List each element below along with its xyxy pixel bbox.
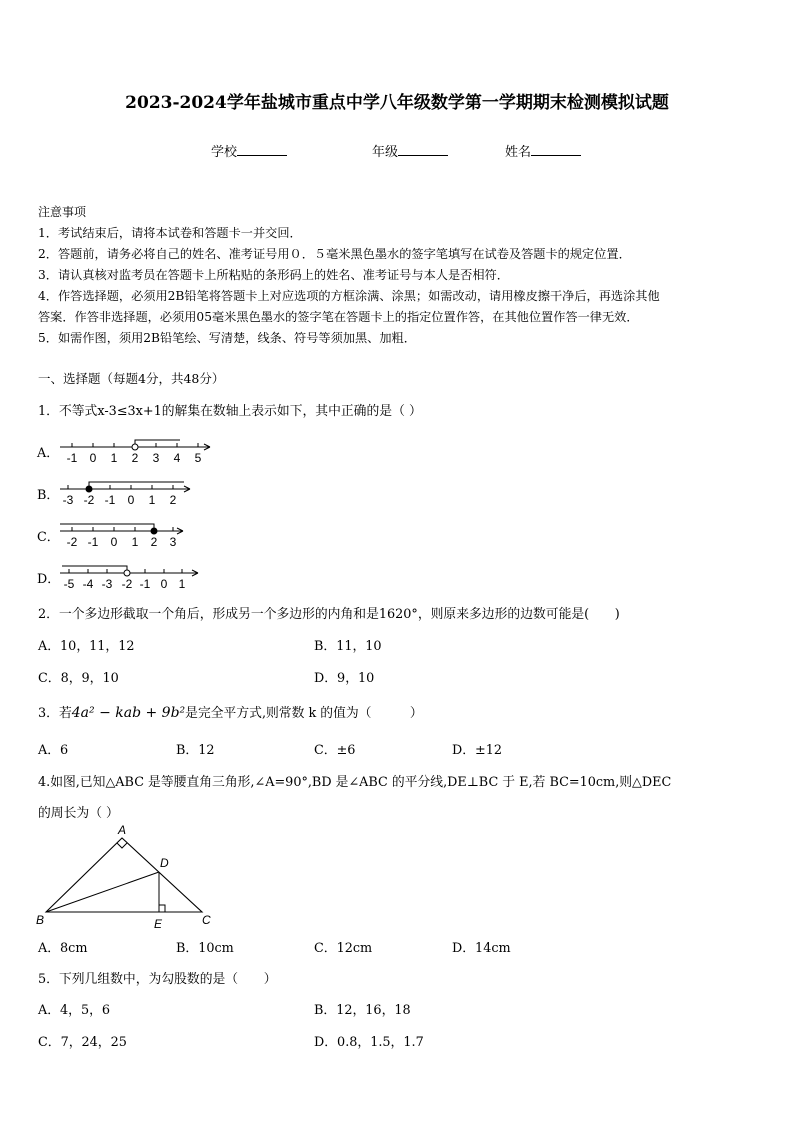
q5-stem: 5．下列几组数中，为勾股数的是（ ） (38, 972, 277, 987)
q5-option-d: D．0.8，1.5，1.7 (314, 1035, 424, 1050)
label-d: D (160, 856, 169, 870)
label-e: E (154, 917, 163, 931)
q3-option-b: B．12 (176, 743, 215, 758)
grade-blank[interactable] (398, 143, 448, 156)
q2-option-b: B．11，10 (314, 639, 382, 654)
q2-stem: 2．一个多边形截取一个角后，形成另一个多边形的内角和是1620°，则原来多边形的边数可能是( ) (38, 607, 620, 622)
q3-option-c: C．±6 (314, 743, 356, 758)
solid-dot (86, 486, 92, 492)
grade-field (372, 141, 448, 160)
tick-label: 1 (178, 577, 186, 591)
q4-triangle-figure (30, 820, 220, 932)
q2-option-d: D．9，10 (314, 671, 375, 686)
section-title: 一、选择题（每题4分，共48分） (38, 371, 225, 386)
label-b: B (36, 913, 45, 927)
note-item: 答案．作答非选择题，必须用05毫米黑色墨水的签字笔在答题卡上的指定位置作答，在其他位置作答一律无效． (38, 310, 639, 324)
note-item: 2．答题前，请务必将自己的姓名、准考证号用０．５毫米黑色墨水的签字笔填写在试卷及答题卡的规定位置． (38, 247, 631, 261)
q4-stem-line2: 的周长为（ ） (38, 806, 119, 821)
label-a: A (118, 823, 127, 837)
q1-option-d-number-line (58, 560, 208, 592)
q5-option-a: A．4，5，6 (38, 1003, 111, 1018)
name-blank[interactable] (531, 143, 581, 156)
q4-option-c: C．12cm (314, 941, 373, 956)
tick-label: -2 (66, 535, 78, 549)
q1-option-d-letter: D． (37, 572, 61, 587)
tick-label: 3 (169, 535, 177, 549)
right-angle-mark-e (159, 905, 165, 912)
tick-label: -1 (87, 535, 99, 549)
tick-label: 2 (131, 451, 139, 465)
q3-prefix: 3．若 (38, 706, 72, 721)
note-item: 1．考试结束后，请将本试卷和答题卡一并交回． (38, 226, 302, 240)
q1-option-b-letter: B． (37, 488, 60, 503)
tick-label: 1 (110, 451, 118, 465)
q3-option-a: A．6 (38, 743, 69, 758)
ticks (68, 485, 173, 489)
q1-option-c-number-line (58, 518, 198, 550)
tick-label: 3 (152, 451, 160, 465)
tick-label: -1 (66, 451, 78, 465)
note-item: 5．如需作图，须用2B铅笔绘、写清楚，线条、符号等须加黑、加粗． (38, 331, 416, 345)
tick-label: -3 (101, 577, 113, 591)
school-label: 学校 (211, 145, 238, 160)
solution-ray (62, 566, 127, 573)
solution-ray (135, 440, 180, 447)
q3-option-d: D．±12 (452, 743, 503, 758)
tick-label: -1 (139, 577, 151, 591)
q3-suffix: 是完全平方式,则常数 k 的值为（ ） (185, 706, 423, 721)
q2-option-c: C．8，9，10 (38, 671, 119, 686)
q4-option-b: B．10cm (176, 941, 234, 956)
tick-label: 4 (173, 451, 181, 465)
tick-label: 5 (194, 451, 202, 465)
tick-label: 0 (127, 493, 135, 507)
name-field (505, 141, 581, 160)
tick-label: 1 (131, 535, 139, 549)
page-title: 2023-2024学年盐城市重点中学八年级数学第一学期期末检测模拟试题 (125, 93, 669, 113)
notes-heading: 注意事项 (38, 205, 87, 219)
tick-label: 0 (110, 535, 118, 549)
tick-label: -2 (83, 493, 95, 507)
open-dot (132, 444, 138, 450)
tick-label: -2 (121, 577, 133, 591)
q4-option-d: D．14cm (452, 941, 511, 956)
q4-stem-line1: 4.如图,已知△ABC 是等腰直角三角形,∠A=90°,BD 是∠ABC 的平分线,DE⊥BC 于 E,若 BC=10cm,则△DEC (38, 775, 672, 790)
tick-label: 2 (169, 493, 177, 507)
bisector-bd (46, 872, 159, 912)
label-c: C (202, 913, 211, 927)
tick-label: 2 (150, 535, 158, 549)
tick-label: -1 (104, 493, 116, 507)
tick-label: -3 (62, 493, 74, 507)
q5-option-b: B．12，16，18 (314, 1003, 411, 1018)
q3-stem (38, 702, 423, 721)
q1-option-a-number-line (58, 434, 218, 466)
grade-label: 年级 (372, 145, 399, 160)
tick-label: 0 (89, 451, 97, 465)
q5-option-c: C．7，24，25 (38, 1035, 127, 1050)
tick-label: -5 (63, 577, 75, 591)
tick-label: 1 (148, 493, 156, 507)
q1-option-a-letter: A． (37, 446, 60, 461)
q4-option-a: A．8cm (38, 941, 88, 956)
q1-stem: 1．不等式x-3≤3x+1的解集在数轴上表示如下，其中正确的是（ ） (38, 404, 422, 419)
q3-expression: 4a² − kab + 9b² (71, 705, 186, 721)
solid-dot (151, 528, 157, 534)
ticks (72, 527, 173, 531)
q1-option-b-number-line (58, 476, 198, 508)
q2-option-a: A．10，11，12 (38, 639, 135, 654)
school-blank[interactable] (237, 143, 287, 156)
solution-ray (89, 482, 184, 489)
solution-ray (60, 524, 154, 531)
name-label: 姓名 (505, 145, 532, 160)
triangle-abc (46, 838, 202, 912)
note-item: 4．作答选择题，必须用2B铅笔将答题卡上对应选项的方框涂满、涂黑；如需改动，请用橡皮擦干净后，再选涂其他 (38, 289, 660, 303)
note-item: 3．请认真核对监考员在答题卡上所粘贴的条形码上的姓名、准考证号与本人是否相符． (38, 268, 509, 282)
tick-label: -4 (82, 577, 94, 591)
right-angle-mark-a (117, 843, 127, 848)
q1-option-c-letter: C． (37, 530, 60, 545)
tick-label: 0 (160, 577, 168, 591)
open-dot (124, 570, 130, 576)
school-field (211, 141, 287, 160)
